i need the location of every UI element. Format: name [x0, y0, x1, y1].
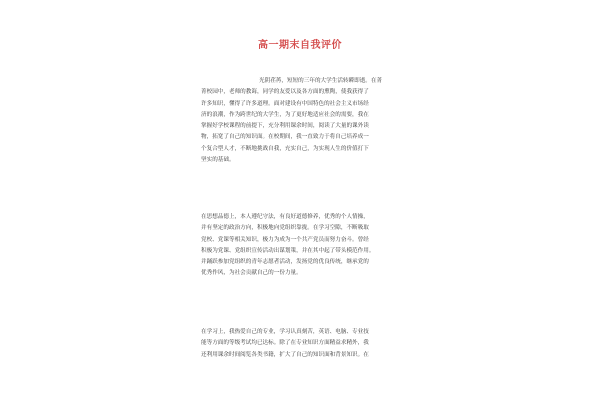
- paragraph-line: 并有坚定的政治方向，积极地向党组织靠拢。在学习空隙，不断吸取: [201, 225, 369, 232]
- paragraph-line: 优秀作风，为社会贡献自己的一份力量。: [201, 270, 302, 277]
- paragraph-line: 个复合型人才，不断地挑战自我，充实自己，为实现人生的价值打下: [201, 145, 369, 152]
- paragraph-intro: [201, 76, 406, 166]
- paragraph-ideology: [201, 212, 406, 280]
- paragraph-line: 并踊跃参加党组织的青年志愿者活动，发扬党的优良传统，继承党的: [201, 259, 369, 266]
- paragraph-study: [201, 327, 406, 361]
- document-title: 高一期末自我评价: [258, 40, 342, 51]
- paragraph-line: 济的浪潮，作为跨世纪的大学生，为了更好地适应社会的需要，我在: [201, 111, 369, 118]
- paragraph-line: 菁校园中，老师的教诲，同学的友爱以及各方面的熏陶，使我获得了: [201, 89, 369, 96]
- paragraph-line: 积极为党课、党组织宣传活动出谋划策，并在其中起了带头模范作用。: [201, 247, 375, 254]
- paragraph-line: 掌握好学校课程的前提下，充分利用课余时间，阅读了大量的课外读: [201, 123, 369, 130]
- paragraph-line: 坚实的基础。: [201, 157, 235, 164]
- paragraph-line: 许多知识，懂得了许多道理。面对建设有中国特色的社会主义市场经: [201, 100, 369, 107]
- paragraph-line: 物，拓宽了自己的知识面。在校期间，我一直致力于将自己培养成一: [201, 134, 369, 141]
- paragraph-line: 在学习上，我热爱自己的专业，学习认真刻苦，英语、电脑、专业技: [201, 329, 369, 335]
- paragraph-line: 还利用课余时间阅览各类书籍，扩大了自己的知识面和背景知识。在: [201, 351, 369, 358]
- paragraph-line: 光阴荏苒，短短的三年的大学生活转瞬即逝。在菁: [259, 78, 383, 84]
- paragraph-line: 能等方面的等级考试均已达标。除了在专业知识方面精益求精外，我: [201, 340, 369, 347]
- paragraph-line: 党校、党课等相关知识，极力为成为一个共产党员而努力奋斗。曾经: [201, 236, 369, 243]
- paragraph-line: 在思想品德上，本人遵纪守法，有良好道德修养，优秀的个人情操，: [201, 214, 369, 220]
